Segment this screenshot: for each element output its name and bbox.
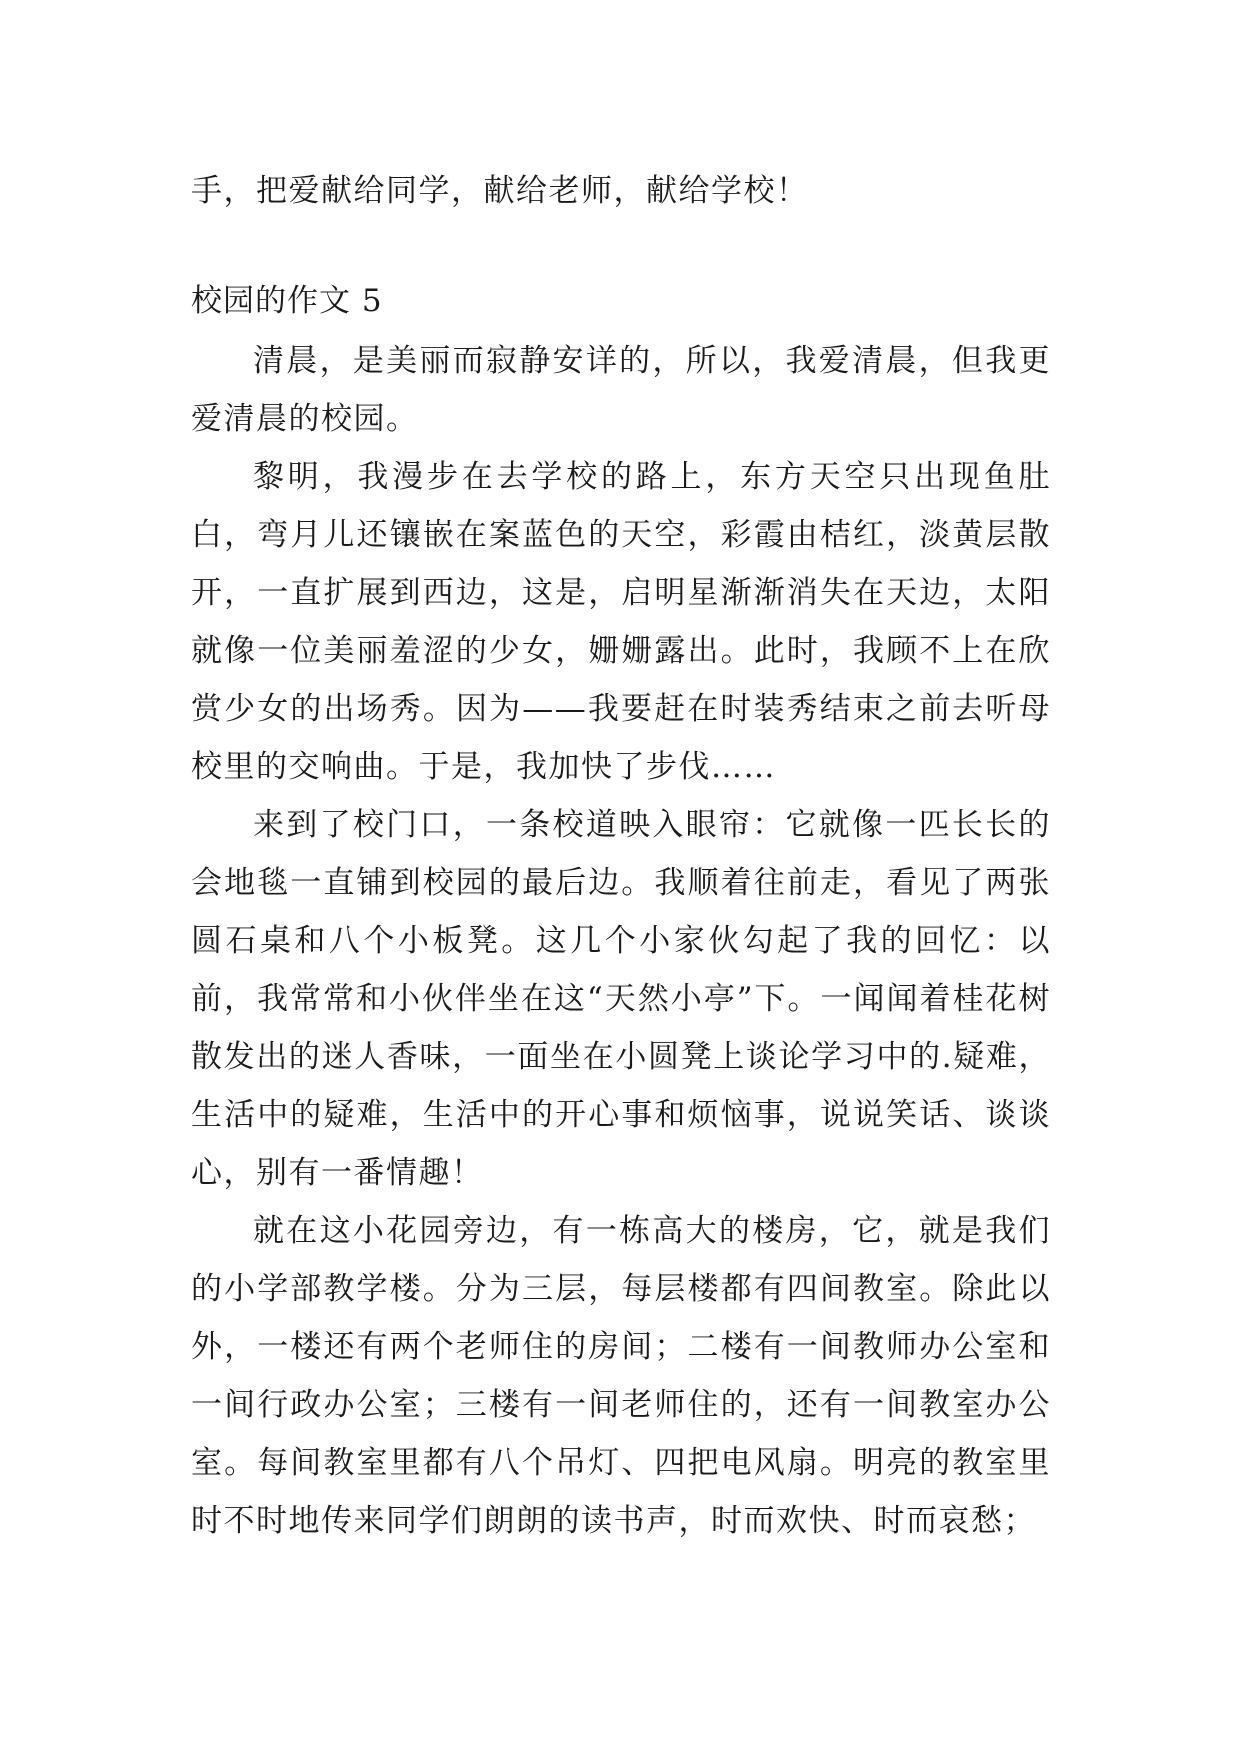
paragraph: 来到了校门口，一条校道映入眼帘：它就像一匹长长的会地毯一直铺到校园的最后边。我顺着往前走，看见了两张圆石桌和八个小板凳。这几个小家伙勾起了我的回忆：以前，我常常和小伙伴坐在这“天然小亭”下。一闻闻着桂花树散发出的迷人香味，一面坐在小圆凳上谈论学习中的.疑难，生活中的疑难，生活中的开心事和烦恼事，说说笑话、谈谈心，别有一番情趣！ xyxy=(191,807,1051,1191)
paragraph: 黎明，我漫步在去学校的路上，东方天空只出现鱼肚白，弯月儿还镶嵌在案蓝色的天空，彩霞由桔红，淡黄层散开，一直扩展到西边，这是，启明星渐渐消失在天边，太阳就像一位美丽羞涩的少女，姗姗露出。此时，我顾不上在欣赏少女的出场秀。因为——我要赶在时装秀结束之前去听母校里的交响曲。于是，我加快了步伐…… xyxy=(191,459,1051,785)
paragraph: 就在这小花园旁边，有一栋高大的楼房，它，就是我们的小学部教学楼。分为三层，每层楼都有四间教室。除此以外，一楼还有两个老师住的房间；二楼有一间教师办公室和一间行政办公室；三楼有一间老师住的，还有一间教室办公室。每间教室里都有八个吊灯、四把电风扇。明亮的教室里时不时地传来同学们朗朗的读书声，时而欢快、时而哀愁； xyxy=(191,1213,1051,1539)
section-title: 校园的作文 5 xyxy=(191,283,383,319)
continuation-paragraph: 手，把爱献给同学，献给老师，献给学校！ xyxy=(191,173,809,209)
paragraph: 清晨，是美丽而寂静安详的，所以，我爱清晨，但我更爱清晨的校园。 xyxy=(191,343,1051,437)
essay-body xyxy=(191,332,1051,1550)
